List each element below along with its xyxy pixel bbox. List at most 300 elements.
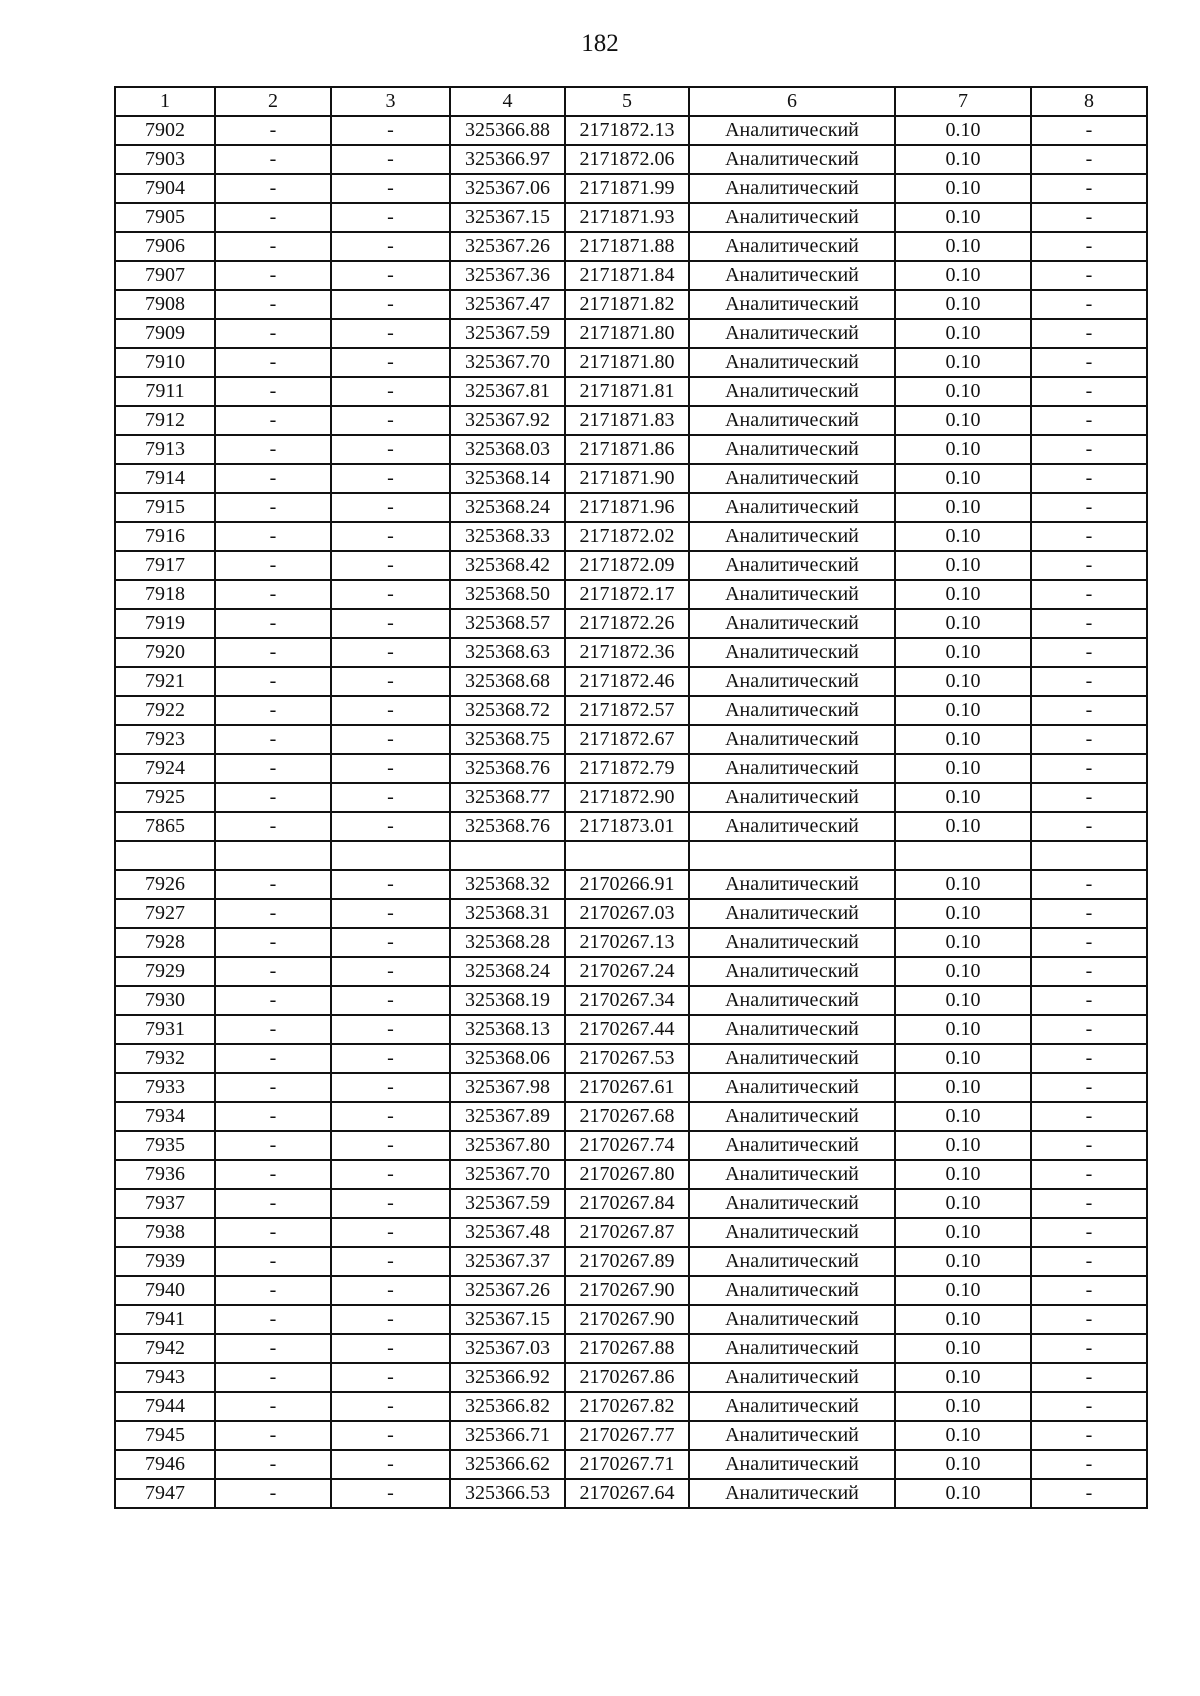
table-cell-col-1: 7928 [115, 928, 215, 957]
table-cell-col-2: - [215, 1392, 331, 1421]
table-cell-col-7: 0.10 [895, 493, 1031, 522]
table-cell-col-8: - [1031, 232, 1147, 261]
table-cell-col-6: Аналитический [689, 638, 895, 667]
table-cell-col-4: 325368.75 [450, 725, 565, 754]
table-cell-col-1: 7936 [115, 1160, 215, 1189]
table-row [115, 377, 1147, 406]
table-cell-col-2: - [215, 928, 331, 957]
table-cell-col-4: 325368.76 [450, 754, 565, 783]
table-cell-col-8: - [1031, 667, 1147, 696]
table-cell-col-7: 0.10 [895, 1015, 1031, 1044]
table-cell-col-5: 2170267.68 [565, 1102, 689, 1131]
table-cell-col-7: 0.10 [895, 174, 1031, 203]
table-cell-col-7: 0.10 [895, 1218, 1031, 1247]
table-row [115, 551, 1147, 580]
table-cell-col-6: Аналитический [689, 754, 895, 783]
table-cell-col-4: 325367.89 [450, 1102, 565, 1131]
table-cell-col-8: - [1031, 290, 1147, 319]
table-cell-col-1: 7945 [115, 1421, 215, 1450]
table-cell-col-8: - [1031, 1189, 1147, 1218]
table-cell-col-5: 2170267.03 [565, 899, 689, 928]
table-cell-col-3: - [331, 870, 450, 899]
table-row [115, 522, 1147, 551]
table-cell-col-1: 7946 [115, 1450, 215, 1479]
table-cell-col-6: Аналитический [689, 1392, 895, 1421]
table-cell-col-1: 7905 [115, 203, 215, 232]
table-cell-col-5: 2171871.96 [565, 493, 689, 522]
table-cell-col-2: - [215, 348, 331, 377]
table-cell-col-1: 7925 [115, 783, 215, 812]
table-cell-col-2: - [215, 174, 331, 203]
table-cell-col-1: 7920 [115, 638, 215, 667]
table-cell-col-1: 7947 [115, 1479, 215, 1508]
table-cell-col-1: 7944 [115, 1392, 215, 1421]
table-row [115, 290, 1147, 319]
table-cell-col-8: - [1031, 812, 1147, 841]
table-cell-col-6: Аналитический [689, 1073, 895, 1102]
table-cell-col-5: 2170267.87 [565, 1218, 689, 1247]
table-cell-col-2: - [215, 145, 331, 174]
table-cell-col-5: 2170267.88 [565, 1334, 689, 1363]
table-cell-col-3: - [331, 203, 450, 232]
table-cell-col-2: - [215, 667, 331, 696]
table-cell-col-7: 0.10 [895, 1131, 1031, 1160]
table-cell-col-7: 0.10 [895, 957, 1031, 986]
table-cell-col-2: - [215, 696, 331, 725]
table-cell-col-1: 7914 [115, 464, 215, 493]
table-cell-col-1: 7917 [115, 551, 215, 580]
table-cell-col-7: 0.10 [895, 464, 1031, 493]
table-cell-col-5: 2171872.17 [565, 580, 689, 609]
table-cell-col-6: Аналитический [689, 261, 895, 290]
table-cell-col-2: - [215, 986, 331, 1015]
table-cell-col-3: - [331, 754, 450, 783]
table-cell-col-1: 7939 [115, 1247, 215, 1276]
table-cell-col-3: - [331, 1305, 450, 1334]
table-cell-col-3: - [331, 1479, 450, 1508]
table-cell-col-7: 0.10 [895, 696, 1031, 725]
table-cell-col-8 [1031, 841, 1147, 870]
table-cell-col-1: 7911 [115, 377, 215, 406]
table-cell-col-3: - [331, 1160, 450, 1189]
table-row [115, 1218, 1147, 1247]
table-row [115, 725, 1147, 754]
table-cell-col-3: - [331, 319, 450, 348]
table-cell-col-6: Аналитический [689, 290, 895, 319]
column-header-2: 2 [215, 87, 331, 116]
table-row [115, 580, 1147, 609]
table-cell-col-6: Аналитический [689, 1218, 895, 1247]
table-cell-col-3: - [331, 261, 450, 290]
table-cell-col-7: 0.10 [895, 1421, 1031, 1450]
table-cell-col-1: 7908 [115, 290, 215, 319]
table-cell-col-1: 7865 [115, 812, 215, 841]
table-cell-col-5: 2170267.86 [565, 1363, 689, 1392]
table-cell-col-7: 0.10 [895, 783, 1031, 812]
table-cell-col-6: Аналитический [689, 203, 895, 232]
table-cell-col-7: 0.10 [895, 145, 1031, 174]
table-cell-col-2: - [215, 1450, 331, 1479]
table-cell-col-5: 2170267.90 [565, 1276, 689, 1305]
table-cell-col-2: - [215, 957, 331, 986]
table-row [115, 696, 1147, 725]
table-row [115, 174, 1147, 203]
table-row [115, 638, 1147, 667]
table-cell-col-2: - [215, 261, 331, 290]
table-cell-col-5: 2171872.02 [565, 522, 689, 551]
table-cell-col-8: - [1031, 609, 1147, 638]
table-cell-col-3: - [331, 1015, 450, 1044]
table-cell-col-8: - [1031, 348, 1147, 377]
table-cell-col-5: 2171871.83 [565, 406, 689, 435]
table-cell-col-8: - [1031, 551, 1147, 580]
table-cell-col-4: 325368.77 [450, 783, 565, 812]
table-cell-col-6: Аналитический [689, 464, 895, 493]
table-cell-col-7: 0.10 [895, 1044, 1031, 1073]
table-cell-col-5: 2171871.80 [565, 348, 689, 377]
table-row [115, 1363, 1147, 1392]
table-cell-col-6: Аналитический [689, 928, 895, 957]
table-cell-col-6: Аналитический [689, 957, 895, 986]
table-cell-col-5: 2170267.89 [565, 1247, 689, 1276]
table-body [115, 116, 1147, 1508]
table-cell-col-7: 0.10 [895, 1363, 1031, 1392]
table-cell-col-6: Аналитический [689, 1160, 895, 1189]
table-cell-col-8: - [1031, 986, 1147, 1015]
table-cell-col-1: 7943 [115, 1363, 215, 1392]
table-cell-col-3: - [331, 1189, 450, 1218]
table-cell-col-5: 2171871.80 [565, 319, 689, 348]
table-cell-col-7: 0.10 [895, 1073, 1031, 1102]
table-cell-col-8: - [1031, 899, 1147, 928]
table-cell-col-1: 7906 [115, 232, 215, 261]
table-cell-col-7: 0.10 [895, 406, 1031, 435]
table-cell-col-7: 0.10 [895, 1276, 1031, 1305]
table-cell-col-6 [689, 841, 895, 870]
table-cell-col-2: - [215, 406, 331, 435]
table-cell-col-7: 0.10 [895, 290, 1031, 319]
table-cell-col-7: 0.10 [895, 116, 1031, 145]
table-cell-col-8: - [1031, 1392, 1147, 1421]
table-cell-col-1: 7922 [115, 696, 215, 725]
table-cell-col-8: - [1031, 1102, 1147, 1131]
table-cell-col-3: - [331, 899, 450, 928]
table-cell-col-4: 325368.24 [450, 957, 565, 986]
table-row [115, 870, 1147, 899]
table-cell-col-8: - [1031, 1305, 1147, 1334]
table-cell-col-2: - [215, 1363, 331, 1392]
table-cell-col-1: 7929 [115, 957, 215, 986]
table-row [115, 1044, 1147, 1073]
table-cell-col-4: 325368.57 [450, 609, 565, 638]
table-cell-col-8: - [1031, 493, 1147, 522]
table-cell-col-2: - [215, 1015, 331, 1044]
table-row [115, 899, 1147, 928]
table-cell-col-8: - [1031, 203, 1147, 232]
table-cell-col-4: 325367.06 [450, 174, 565, 203]
table-cell-col-4: 325368.42 [450, 551, 565, 580]
table-cell-col-8: - [1031, 928, 1147, 957]
table-cell-col-4: 325367.03 [450, 1334, 565, 1363]
table-cell-col-4: 325368.03 [450, 435, 565, 464]
table-row [115, 928, 1147, 957]
table-cell-col-4: 325367.15 [450, 1305, 565, 1334]
table-cell-col-5: 2171872.06 [565, 145, 689, 174]
table-cell-col-6: Аналитический [689, 899, 895, 928]
table-cell-col-3: - [331, 1102, 450, 1131]
table-cell-col-3: - [331, 551, 450, 580]
table-cell-col-2: - [215, 1305, 331, 1334]
table-cell-col-2: - [215, 725, 331, 754]
table-cell-col-4: 325368.28 [450, 928, 565, 957]
table-cell-col-3: - [331, 812, 450, 841]
table-cell-col-2: - [215, 522, 331, 551]
table-cell-col-7: 0.10 [895, 754, 1031, 783]
table-cell-col-2: - [215, 290, 331, 319]
table-cell-col-6: Аналитический [689, 725, 895, 754]
table-cell-col-1: 7916 [115, 522, 215, 551]
table-row [115, 1131, 1147, 1160]
table-cell-col-7 [895, 841, 1031, 870]
table-cell-col-4 [450, 841, 565, 870]
table-cell-col-4: 325366.62 [450, 1450, 565, 1479]
table-row [115, 1392, 1147, 1421]
table-cell-col-4: 325367.70 [450, 348, 565, 377]
table-cell-col-6: Аналитический [689, 1479, 895, 1508]
table-cell-col-7: 0.10 [895, 1189, 1031, 1218]
table-cell-col-7: 0.10 [895, 1450, 1031, 1479]
table-cell-col-2: - [215, 1073, 331, 1102]
table-cell-col-4: 325368.32 [450, 870, 565, 899]
table-cell-col-7: 0.10 [895, 232, 1031, 261]
table-row [115, 1479, 1147, 1508]
table-row [115, 1334, 1147, 1363]
table-cell-col-3: - [331, 1334, 450, 1363]
table-cell-col-3: - [331, 928, 450, 957]
table-row [115, 1102, 1147, 1131]
table-cell-col-1: 7913 [115, 435, 215, 464]
table-cell-col-5: 2170267.64 [565, 1479, 689, 1508]
table-cell-col-3: - [331, 174, 450, 203]
table-row [115, 841, 1147, 870]
table-row [115, 319, 1147, 348]
table-cell-col-6: Аналитический [689, 551, 895, 580]
table-cell-col-1: 7940 [115, 1276, 215, 1305]
table-cell-col-7: 0.10 [895, 348, 1031, 377]
table-cell-col-8: - [1031, 754, 1147, 783]
table-cell-col-8: - [1031, 406, 1147, 435]
table-row [115, 986, 1147, 1015]
table-cell-col-1: 7921 [115, 667, 215, 696]
table-cell-col-5: 2170267.74 [565, 1131, 689, 1160]
table-cell-col-7: 0.10 [895, 522, 1031, 551]
table-cell-col-5: 2171872.09 [565, 551, 689, 580]
table-cell-col-5: 2171871.99 [565, 174, 689, 203]
table-cell-col-1: 7934 [115, 1102, 215, 1131]
table-cell-col-2: - [215, 1247, 331, 1276]
table-cell-col-7: 0.10 [895, 261, 1031, 290]
column-header-6: 6 [689, 87, 895, 116]
table-cell-col-2: - [215, 377, 331, 406]
table-cell-col-2: - [215, 609, 331, 638]
table-cell-col-1: 7919 [115, 609, 215, 638]
table-cell-col-6: Аналитический [689, 783, 895, 812]
table-cell-col-2: - [215, 899, 331, 928]
table-row [115, 493, 1147, 522]
table-cell-col-3: - [331, 1421, 450, 1450]
table-cell-col-2: - [215, 1102, 331, 1131]
table-cell-col-7: 0.10 [895, 1102, 1031, 1131]
table-cell-col-1: 7923 [115, 725, 215, 754]
table-cell-col-5: 2170267.53 [565, 1044, 689, 1073]
table-cell-col-3: - [331, 1450, 450, 1479]
table-cell-col-1: 7910 [115, 348, 215, 377]
table-cell-col-3: - [331, 435, 450, 464]
table-cell-col-4: 325368.72 [450, 696, 565, 725]
table-row [115, 348, 1147, 377]
table-cell-col-2: - [215, 464, 331, 493]
table-cell-col-7: 0.10 [895, 928, 1031, 957]
table-cell-col-5: 2171872.13 [565, 116, 689, 145]
table-cell-col-5: 2171871.88 [565, 232, 689, 261]
table-cell-col-3: - [331, 986, 450, 1015]
table-cell-col-5: 2170267.13 [565, 928, 689, 957]
table-cell-col-1: 7931 [115, 1015, 215, 1044]
table-row [115, 261, 1147, 290]
table-cell-col-5: 2170267.77 [565, 1421, 689, 1450]
table-cell-col-6: Аналитический [689, 986, 895, 1015]
table-cell-col-2: - [215, 203, 331, 232]
table-cell-col-6: Аналитический [689, 1276, 895, 1305]
table-cell-col-5: 2170267.90 [565, 1305, 689, 1334]
table-cell-col-4: 325366.53 [450, 1479, 565, 1508]
coordinates-table [114, 86, 1148, 1509]
table-cell-col-8: - [1031, 145, 1147, 174]
table-header [115, 87, 1147, 116]
table-cell-col-6: Аналитический [689, 406, 895, 435]
table-cell-col-8: - [1031, 1247, 1147, 1276]
table-cell-col-5: 2170267.71 [565, 1450, 689, 1479]
table-cell-col-4: 325366.97 [450, 145, 565, 174]
table-cell-col-3: - [331, 1276, 450, 1305]
table-cell-col-4: 325368.50 [450, 580, 565, 609]
column-header-5: 5 [565, 87, 689, 116]
table-cell-col-8: - [1031, 1160, 1147, 1189]
table-cell-col-6: Аналитический [689, 609, 895, 638]
table-cell-col-4: 325367.15 [450, 203, 565, 232]
table-cell-col-6: Аналитический [689, 580, 895, 609]
table-cell-col-7: 0.10 [895, 609, 1031, 638]
table-cell-col-7: 0.10 [895, 1392, 1031, 1421]
table-cell-col-5: 2171871.84 [565, 261, 689, 290]
table-cell-col-5: 2170267.24 [565, 957, 689, 986]
table-cell-col-4: 325368.63 [450, 638, 565, 667]
table-cell-col-4: 325367.47 [450, 290, 565, 319]
table-row [115, 435, 1147, 464]
table-cell-col-2: - [215, 1479, 331, 1508]
table-row [115, 203, 1147, 232]
table-cell-col-5 [565, 841, 689, 870]
table-cell-col-1: 7941 [115, 1305, 215, 1334]
table-row [115, 1247, 1147, 1276]
table-cell-col-5: 2170267.34 [565, 986, 689, 1015]
table-cell-col-3: - [331, 522, 450, 551]
table-cell-col-6: Аналитический [689, 493, 895, 522]
table-cell-col-8: - [1031, 1334, 1147, 1363]
table-cell-col-3: - [331, 725, 450, 754]
table-cell-col-4: 325368.06 [450, 1044, 565, 1073]
table-cell-col-7: 0.10 [895, 638, 1031, 667]
table-cell-col-4: 325366.92 [450, 1363, 565, 1392]
table-cell-col-1: 7937 [115, 1189, 215, 1218]
table-cell-col-6: Аналитический [689, 1421, 895, 1450]
table-cell-col-5: 2171871.93 [565, 203, 689, 232]
table-cell-col-5: 2171872.26 [565, 609, 689, 638]
table-cell-col-2: - [215, 1276, 331, 1305]
table-row [115, 1421, 1147, 1450]
table-cell-col-6: Аналитический [689, 1102, 895, 1131]
table-cell-col-4: 325368.33 [450, 522, 565, 551]
header-row [115, 87, 1147, 116]
table-cell-col-2: - [215, 1160, 331, 1189]
table-cell-col-7: 0.10 [895, 899, 1031, 928]
table-cell-col-3: - [331, 783, 450, 812]
table-cell-col-4: 325367.26 [450, 232, 565, 261]
table-cell-col-7: 0.10 [895, 667, 1031, 696]
column-header-7: 7 [895, 87, 1031, 116]
table-cell-col-1: 7904 [115, 174, 215, 203]
table-cell-col-4: 325367.80 [450, 1131, 565, 1160]
column-header-3: 3 [331, 87, 450, 116]
table-cell-col-5: 2171872.57 [565, 696, 689, 725]
table-cell-col-2: - [215, 1421, 331, 1450]
table-cell-col-3: - [331, 493, 450, 522]
table-cell-col-8: - [1031, 1044, 1147, 1073]
table-row [115, 1160, 1147, 1189]
table-cell-col-2: - [215, 638, 331, 667]
table-cell-col-2: - [215, 783, 331, 812]
table-cell-col-5: 2170267.44 [565, 1015, 689, 1044]
table-cell-col-3: - [331, 1363, 450, 1392]
table-cell-col-8: - [1031, 1450, 1147, 1479]
table-cell-col-6: Аналитический [689, 435, 895, 464]
table-cell-col-3: - [331, 1247, 450, 1276]
table-cell-col-8: - [1031, 435, 1147, 464]
table-cell-col-8: - [1031, 725, 1147, 754]
table-cell-col-7: 0.10 [895, 551, 1031, 580]
table-row [115, 464, 1147, 493]
table-cell-col-8: - [1031, 1276, 1147, 1305]
table-row [115, 145, 1147, 174]
table-cell-col-8: - [1031, 261, 1147, 290]
table-cell-col-7: 0.10 [895, 1334, 1031, 1363]
table-cell-col-6: Аналитический [689, 232, 895, 261]
table-cell-col-6: Аналитический [689, 1305, 895, 1334]
table-cell-col-6: Аналитический [689, 870, 895, 899]
table-cell-col-7: 0.10 [895, 319, 1031, 348]
table-cell-col-3: - [331, 667, 450, 696]
table-cell-col-8: - [1031, 1479, 1147, 1508]
table-row [115, 1015, 1147, 1044]
table-cell-col-5: 2171873.01 [565, 812, 689, 841]
table-row [115, 1305, 1147, 1334]
table-cell-col-8: - [1031, 1131, 1147, 1160]
table-cell-col-2: - [215, 493, 331, 522]
table-row [115, 1073, 1147, 1102]
table-cell-col-2: - [215, 232, 331, 261]
table-cell-col-5: 2170266.91 [565, 870, 689, 899]
table-row [115, 667, 1147, 696]
